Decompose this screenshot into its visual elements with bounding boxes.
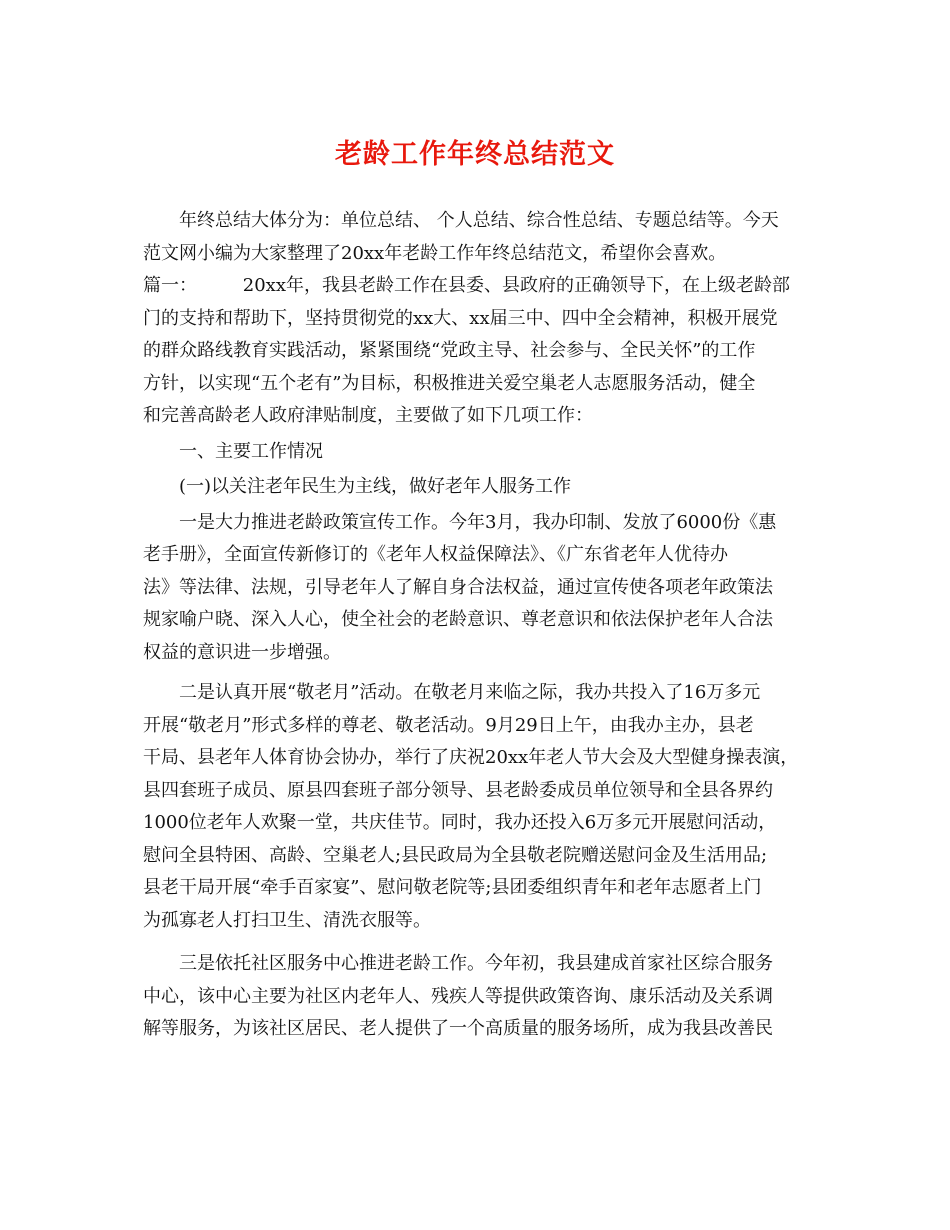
text-line: 二是认真开展“敬老月”活动。在敬老月来临之际，我办共投入了16万多元 bbox=[179, 682, 761, 703]
text-line: 权益的意识进一步增强。 bbox=[143, 641, 341, 663]
text-line: 范文网小编为大家整理了20xx年老龄工作年终总结范文，希望你会喜欢。 bbox=[143, 242, 727, 264]
text-line: 一是大力推进老龄政策宣传工作。今年3月，我办印制、发放了6000份《惠 bbox=[179, 511, 777, 533]
text-line: 开展“敬老月”形式多样的尊老、敬老活动。9月29日上午，由我办主办，县老 bbox=[143, 714, 754, 736]
text-line: 年终总结大体分为：单位总结、 个人总结、综合性总结、专题总结等。今天 bbox=[179, 210, 779, 231]
text-line: 1000位老年人欢聚一堂，共庆佳节。同时，我办还投入6万多元开展慰问活动， bbox=[143, 812, 777, 833]
text-line: 法》等法律、法规，引导老年人了解自身合法权益，通过宣传使各项老年政策法 bbox=[143, 576, 773, 598]
section-heading: 一、主要工作情况 bbox=[179, 440, 323, 462]
subsection-heading: (一)以关注老年民生为主线，做好老年人服务工作 bbox=[179, 476, 572, 497]
text-line: 和完善高龄老人政府津贴制度，主要做了如下几项工作： bbox=[143, 405, 593, 426]
text-line: 三是依托社区服务中心推进老龄工作。今年初，我县建成首家社区综合服务 bbox=[179, 953, 773, 974]
text-line: 县四套班子成员、原县四套班子部分领导、县老龄委成员单位领导和全县各界约 bbox=[143, 779, 773, 801]
text-line: 篇一： 20xx年，我县老龄工作在县委、县政府的正确领导下，在上级老龄部 bbox=[143, 275, 790, 296]
text-line: 慰问全县特困、高龄、空巢老人;县民政局为全县敬老院赠送慰问金及生活用品; bbox=[143, 844, 768, 866]
text-line: 的群众路线教育实践活动，紧紧围绕“党政主导、社会参与、全民关怀”的工作 bbox=[143, 340, 756, 361]
document-title: 老龄工作年终总结范文 bbox=[335, 139, 615, 170]
text-line: 为孤寡老人打扫卫生、清洗衣服等。 bbox=[143, 909, 431, 931]
document-body bbox=[143, 205, 813, 1046]
text-line: 解等服务，为该社区居民、老人提供了一个高质量的服务场所，成为我县改善民 bbox=[143, 1018, 773, 1039]
text-line: 干局、县老年人体育协会协办，举行了庆祝20xx年老人节大会及大型健身操表演， bbox=[143, 747, 799, 768]
text-line: 老手册》，全面宣传新修订的《老年人权益保障法》、《广东省老年人优待办 bbox=[143, 544, 728, 565]
text-line: 门的支持和帮助下，坚持贯彻党的xx大、xx届三中、四中全会精神，积极开展党 bbox=[143, 307, 778, 329]
text-line: 县老干局开展“牵手百家宴”、慰问敬老院等;县团委组织青年和老年志愿者上门 bbox=[143, 877, 762, 898]
text-line: 中心，该中心主要为社区内老年人、残疾人等提供政策咨询、康乐活动及关系调 bbox=[143, 985, 773, 1007]
text-line: 规家喻户晓、深入人心，使全社会的老龄意识、尊老意识和依法保护老年人合法 bbox=[143, 609, 773, 630]
text-line: 方针，以实现“五个老有”为目标，积极推进关爱空巢老人志愿服务活动，健全 bbox=[143, 372, 756, 394]
